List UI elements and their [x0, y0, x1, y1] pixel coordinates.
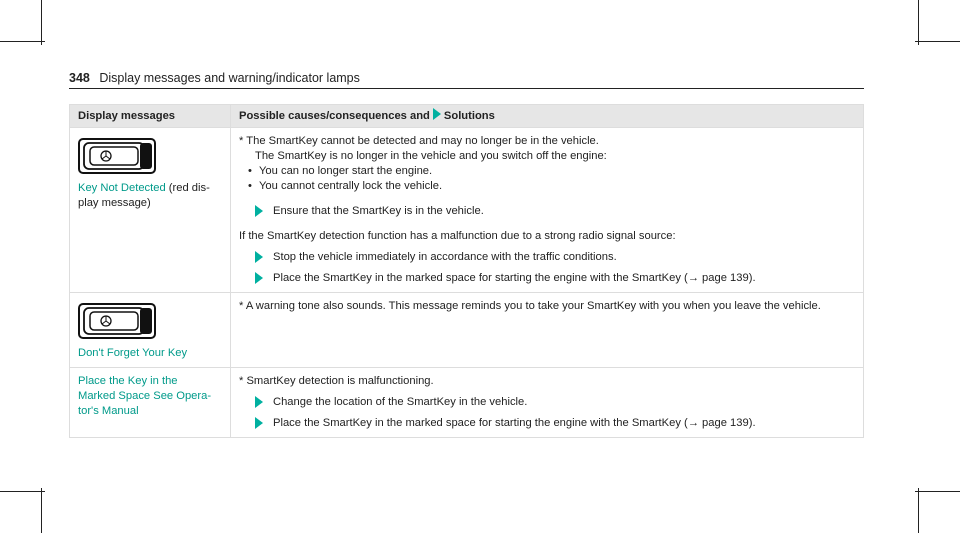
action-item	[239, 416, 855, 431]
play-arrow-icon	[433, 108, 441, 120]
col2-header-solutions: Solutions	[443, 110, 495, 122]
play-arrow-icon	[255, 251, 263, 263]
action-item	[239, 204, 855, 219]
message-cell	[70, 128, 231, 293]
header-rule	[69, 88, 864, 89]
col1-header: Display messages	[70, 105, 231, 128]
cause-text: * SmartKey detection is malfunctioning.	[239, 375, 434, 387]
action-text: Stop the vehicle immediately in accordance with the traffic conditions.	[273, 251, 617, 263]
crop-mark	[0, 41, 45, 42]
crop-mark	[41, 0, 42, 45]
crop-mark	[0, 491, 45, 492]
crop-mark	[41, 488, 42, 533]
col2-header-text: Possible causes/consequences and	[239, 110, 430, 122]
display-messages-table	[69, 104, 864, 438]
page-number: 348	[69, 71, 90, 85]
bullet-item: • You cannot centrally lock the vehicle.	[239, 179, 855, 194]
smartkey-icon	[78, 138, 156, 174]
message-text	[78, 181, 222, 196]
bullet-item: • You can no longer start the engine.	[239, 164, 855, 179]
play-arrow-icon	[255, 417, 263, 429]
action-text: Place the SmartKey in the marked space for starting the engine with the SmartKey (→ page 139).	[273, 417, 756, 429]
crop-mark	[915, 41, 960, 42]
cause-text: * The SmartKey cannot be detected and may no longer be in the vehicle.	[239, 135, 599, 147]
table-row	[70, 368, 864, 438]
play-arrow-icon	[255, 396, 263, 408]
crop-mark	[918, 488, 919, 533]
message-name: tor's Manual	[78, 405, 139, 417]
message-suffix: (red dis-	[168, 182, 210, 194]
smartkey-icon	[78, 303, 156, 339]
page-title: Display messages and warning/indicator lamps	[99, 71, 360, 85]
action-text: Change the location of the SmartKey in the vehicle.	[273, 396, 528, 408]
play-arrow-icon	[255, 272, 263, 284]
action-item	[239, 395, 855, 410]
cause-text: If the SmartKey detection function has a malfunction due to a strong radio signal source:	[239, 230, 676, 242]
message-suffix-2: play message)	[78, 197, 151, 209]
solution-cell	[231, 293, 864, 368]
message-cell	[70, 293, 231, 368]
col2-header	[231, 105, 864, 128]
table-row	[70, 128, 864, 293]
page-header	[69, 71, 360, 85]
message-cell	[70, 368, 231, 438]
action-item	[239, 250, 855, 265]
action-text: Ensure that the SmartKey is in the vehicle.	[273, 205, 484, 217]
message-name: Don't Forget Your Key	[78, 347, 188, 359]
message-name: Key Not Detected	[78, 182, 166, 194]
message-name: Marked Space See Opera-	[78, 390, 212, 402]
solution-cell	[231, 368, 864, 438]
solution-cell	[231, 128, 864, 293]
crop-mark	[918, 0, 919, 45]
crop-mark	[915, 491, 960, 492]
cause-text: * A warning tone also sounds. This message reminds you to take your SmartKey with you when you leave the vehicle.	[239, 300, 821, 312]
action-item	[239, 271, 855, 286]
action-text: Place the SmartKey in the marked space for starting the engine with the SmartKey (→ page 139).	[273, 272, 756, 284]
play-arrow-icon	[255, 205, 263, 217]
cause-text: The SmartKey is no longer in the vehicle and you switch off the engine:	[255, 150, 607, 162]
table-row	[70, 293, 864, 368]
message-name: Place the Key in the	[78, 375, 178, 387]
table-header-row	[70, 105, 864, 128]
